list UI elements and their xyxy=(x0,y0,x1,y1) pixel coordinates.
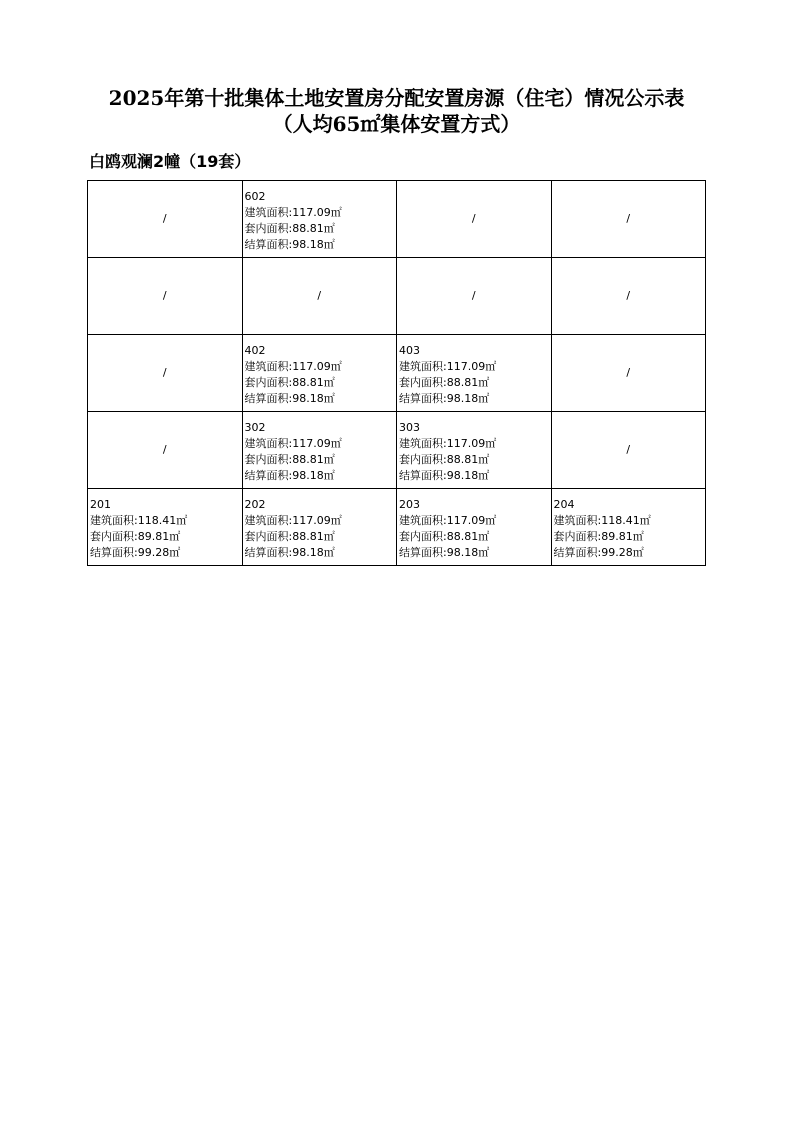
table-row xyxy=(88,335,706,412)
page-subtitle: （人均65㎡集体安置方式） xyxy=(272,112,521,136)
empty-unit-cell: / xyxy=(551,412,706,489)
unit-cell xyxy=(242,489,397,566)
empty-unit-cell: / xyxy=(88,181,243,258)
unit-table xyxy=(87,180,706,566)
settlement-area: 结算面积:98.18㎡ xyxy=(399,392,490,405)
unit-number: 202 xyxy=(244,498,266,511)
unit-info xyxy=(243,181,397,253)
internal-area: 套内面积:88.81㎡ xyxy=(244,453,335,466)
unit-number: 201 xyxy=(90,498,111,511)
unit-number: 303 xyxy=(399,421,420,434)
unit-cell xyxy=(242,412,397,489)
gross-area: 建筑面积:117.09㎡ xyxy=(244,206,342,219)
settlement-area: 结算面积:98.18㎡ xyxy=(244,238,335,251)
gross-area: 建筑面积:117.09㎡ xyxy=(399,514,497,527)
gross-area: 建筑面积:117.09㎡ xyxy=(244,360,342,373)
internal-area: 套内面积:88.81㎡ xyxy=(244,530,335,543)
gross-area: 建筑面积:118.41㎡ xyxy=(553,514,651,527)
gross-area: 建筑面积:117.09㎡ xyxy=(399,360,497,373)
unit-cell xyxy=(242,335,397,412)
page-title: 2025年第十批集体土地安置房分配安置房源（住宅）情况公示表 xyxy=(108,86,685,110)
internal-area: 套内面积:88.81㎡ xyxy=(244,222,335,235)
empty-unit-cell: / xyxy=(88,335,243,412)
settlement-area: 结算面积:98.18㎡ xyxy=(244,469,335,482)
unit-info xyxy=(88,489,242,561)
gross-area: 建筑面积:118.41㎡ xyxy=(90,514,188,527)
settlement-area: 结算面积:98.18㎡ xyxy=(244,546,335,559)
empty-unit-cell: / xyxy=(88,412,243,489)
internal-area: 套内面积:89.81㎡ xyxy=(553,530,644,543)
gross-area: 建筑面积:117.09㎡ xyxy=(399,437,497,450)
unit-cell xyxy=(551,489,706,566)
table-row xyxy=(88,181,706,258)
empty-unit-cell: / xyxy=(397,258,552,335)
unit-info xyxy=(243,335,397,407)
settlement-area: 结算面积:98.18㎡ xyxy=(399,546,490,559)
unit-number: 204 xyxy=(553,498,575,511)
gross-area: 建筑面积:117.09㎡ xyxy=(244,514,342,527)
unit-cell xyxy=(397,335,552,412)
unit-info xyxy=(243,412,397,484)
gross-area: 建筑面积:117.09㎡ xyxy=(244,437,342,450)
table-row xyxy=(88,489,706,566)
unit-cell xyxy=(397,412,552,489)
unit-number: 602 xyxy=(244,190,266,203)
unit-info xyxy=(397,335,551,407)
internal-area: 套内面积:89.81㎡ xyxy=(90,530,181,543)
table-row xyxy=(88,412,706,489)
unit-number: 403 xyxy=(399,344,420,357)
unit-number: 203 xyxy=(399,498,420,511)
internal-area: 套内面积:88.81㎡ xyxy=(399,376,490,389)
unit-info xyxy=(397,489,551,561)
unit-cell xyxy=(88,489,243,566)
empty-unit-cell: / xyxy=(551,335,706,412)
unit-info xyxy=(552,489,706,561)
unit-table-body xyxy=(88,181,706,566)
unit-number: 302 xyxy=(244,421,266,434)
settlement-area: 结算面积:99.28㎡ xyxy=(553,546,644,559)
internal-area: 套内面积:88.81㎡ xyxy=(244,376,335,389)
settlement-area: 结算面积:98.18㎡ xyxy=(244,392,335,405)
empty-unit-cell: / xyxy=(551,258,706,335)
unit-cell xyxy=(242,181,397,258)
unit-info xyxy=(243,489,397,561)
settlement-area: 结算面积:99.28㎡ xyxy=(90,546,181,559)
internal-area: 套内面积:88.81㎡ xyxy=(399,530,490,543)
internal-area: 套内面积:88.81㎡ xyxy=(399,453,490,466)
settlement-area: 结算面积:98.18㎡ xyxy=(399,469,490,482)
unit-cell xyxy=(397,489,552,566)
empty-unit-cell: / xyxy=(397,181,552,258)
table-row xyxy=(88,258,706,335)
unit-info xyxy=(397,412,551,484)
building-heading: 白鸥观澜2幢（19套） xyxy=(89,152,251,171)
unit-number: 402 xyxy=(244,344,266,357)
empty-unit-cell: / xyxy=(88,258,243,335)
empty-unit-cell: / xyxy=(551,181,706,258)
empty-unit-cell: / xyxy=(242,258,397,335)
